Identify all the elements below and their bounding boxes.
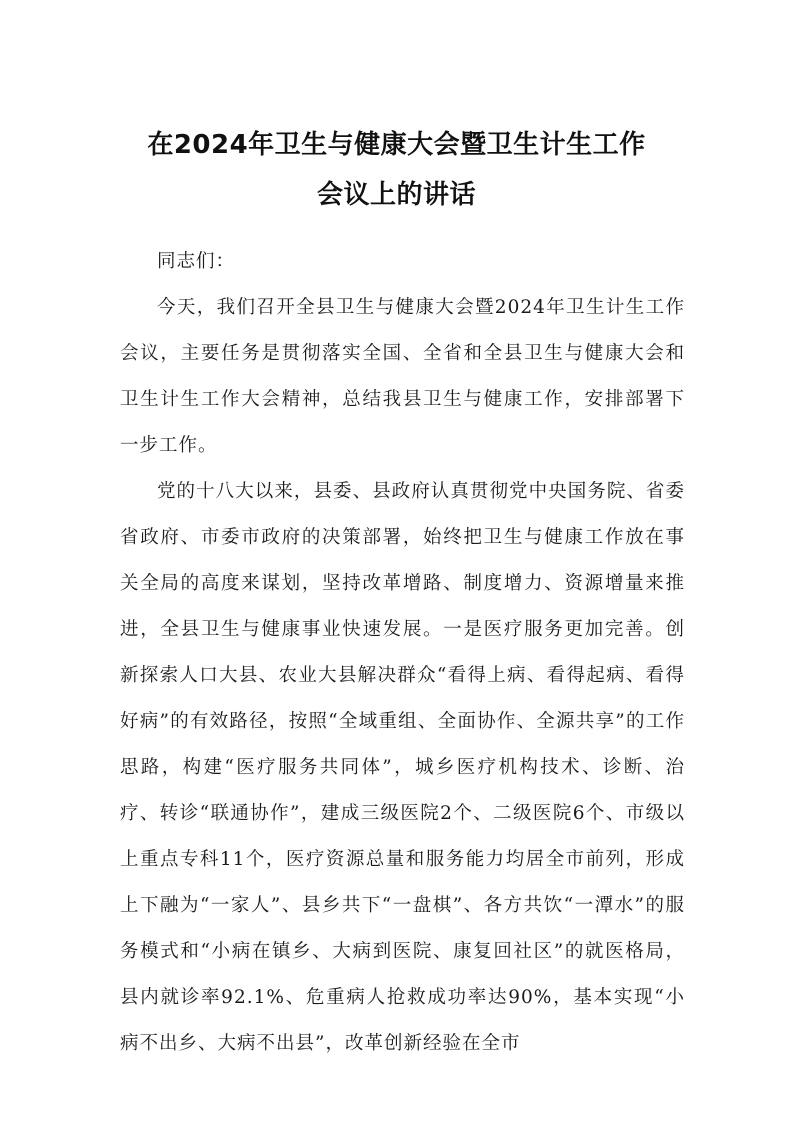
paragraph-1: 今天，我们召开全县卫生与健康大会暨2024年卫生计生工作会议，主要任务是贯彻落实全国、全省和全县卫生与健康大会和卫生计生工作大会精神，总结我县卫生与健康工作，安排部署下一步工作。	[120, 297, 685, 456]
document-body	[120, 239, 685, 1067]
document-title-line-1: 在2024年卫生与健康大会暨卫生计生工作	[147, 130, 646, 160]
salutation: 同志们：	[157, 251, 236, 272]
document-title-line-2: 会议上的讲话	[316, 180, 476, 210]
paragraph-2: 党的十八大以来，县委、县政府认真贯彻党中央国务院、省委省政府、市委市政府的决策部署，始终把卫生与健康工作放在事关全局的高度来谋划，坚持改革增路、制度增力、资源增量来推进，全县卫生与健康事业快速发展。一是医疗服务更加完善。创新探索人口大县、农业大县解决群众“看得上病、看得起病、看得好病”的有效路径，按照“全域重组、全面协作、全源共享”的工作思路，构建“医疗服务共同体”，城乡医疗机构技术、诊断、治疗、转诊“联通协作”，建成三级医院2个、二级医院6个、市级以上重点专科11个，医疗资源总量和服务能力均居全市前列，形成上下融为“一家人”、县乡共下“一盘棋”、各方共饮“一潭水”的服务模式和“小病在镇乡、大病到医院、康复回社区”的就医格局，县内就诊率92.1%、危重病人抢救成功率达90%，基本实现“小病不出乡、大病不出县”，改革创新经验在全市	[120, 481, 685, 1054]
